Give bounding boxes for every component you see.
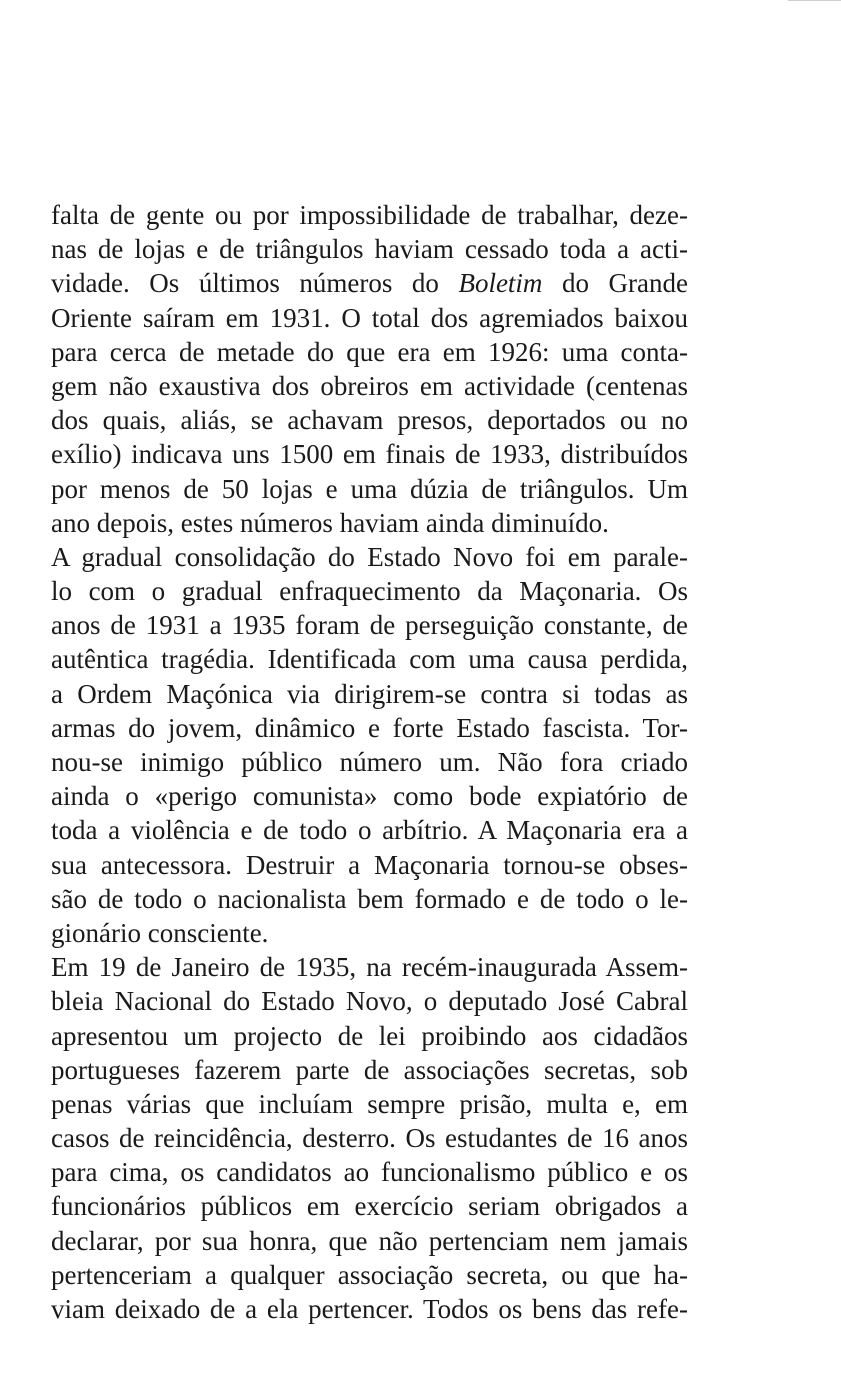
text-line (51, 266, 688, 300)
text-segment: nou-se inimigo público número um. Não fora criado (51, 747, 688, 777)
text-segment: do Grande (542, 268, 688, 299)
text-line (51, 1019, 688, 1053)
text-line (51, 779, 688, 813)
text-segment: funcionários públicos em exercício seriam obrigados a (51, 1191, 688, 1222)
text-segment: Em 19 de Janeiro de 1935, na recém-inaugurada Assem- (51, 952, 688, 983)
italic-title: Boletim (458, 268, 543, 299)
text-segment: gionário consciente. (51, 917, 269, 948)
text-segment: nas de lojas e de triângulos haviam cessado toda a acti- (51, 234, 688, 265)
body-text (51, 198, 688, 1326)
text-line (51, 1189, 688, 1223)
text-line (51, 506, 688, 540)
text-segment: casos de reincidência, desterro. Os estudantes de 16 anos (51, 1123, 688, 1154)
text-line (51, 1292, 688, 1326)
text-line (51, 711, 688, 745)
text-line (51, 984, 688, 1018)
text-segment: por menos de 50 lojas e uma dúzia de triângulos. Um (51, 473, 688, 504)
text-line (51, 437, 688, 471)
text-line (51, 642, 688, 676)
text-segment: declarar, por sua honra, que não pertenciam nem jamais (51, 1225, 688, 1256)
text-segment: para cerca de metade do que era em 1926: uma conta- (51, 336, 688, 367)
text-line (51, 882, 688, 916)
text-line (51, 301, 688, 335)
text-line (51, 403, 688, 437)
text-line (51, 677, 688, 711)
text-segment: lo com o gradual enfraquecimento da Maçonaria. Os (51, 576, 688, 607)
text-segment: ano depois, estes números haviam ainda diminuído. (51, 507, 609, 538)
text-segment: sua antecessora. Destruir a Maçonaria tornou-se obses- (51, 849, 688, 880)
text-line (51, 1053, 688, 1087)
text-segment: ainda o «perigo comunista» como bode expiatório de (51, 781, 688, 812)
text-segment: gem não exaustiva dos obreiros em actividade (centenas (51, 370, 688, 401)
text-segment: viam deixado de a ela pertencer. Todos os bens das refe- (51, 1294, 688, 1324)
text-segment: são de todo o nacionalista bem formado e de todo o le- (51, 883, 688, 914)
text-line (51, 1258, 688, 1292)
text-segment: falta de gente ou por impossibilidade de trabalhar, deze- (51, 200, 688, 230)
text-line (51, 608, 688, 642)
text-line (51, 1087, 688, 1121)
text-segment: armas do jovem, dinâmico e forte Estado fascista. Tor- (51, 712, 688, 743)
text-line (51, 813, 688, 847)
text-line (51, 848, 688, 882)
text-line (51, 916, 688, 950)
text-line (51, 232, 688, 266)
text-segment: dos quais, aliás, se achavam presos, deportados ou no (51, 405, 688, 436)
text-segment: A gradual consolidação do Estado Novo foi em parale- (51, 541, 688, 572)
text-segment: para cima, os candidatos ao funcionalismo público e os (51, 1157, 688, 1188)
text-segment: portugueses fazerem parte de associações secretas, sob (51, 1054, 688, 1085)
text-line (51, 745, 688, 779)
text-line (51, 574, 688, 608)
text-segment: vidade. Os últimos números do (51, 268, 459, 299)
text-line (51, 1224, 688, 1258)
text-segment: a Ordem Maçónica via dirigirem-se contra si todas as (51, 678, 688, 709)
text-line (51, 1155, 688, 1189)
scan-edge-line (788, 0, 841, 1)
text-line (51, 472, 688, 506)
text-segment: apresentou um projecto de lei proibindo aos cidadãos (51, 1020, 688, 1051)
text-line (51, 369, 688, 403)
text-segment: toda a violência e de todo o arbítrio. A Maçonaria era a (51, 815, 688, 846)
text-segment: bleia Nacional do Estado Novo, o deputado José Cabral (51, 986, 688, 1017)
text-segment: pertenceriam a qualquer associação secreta, ou que ha- (51, 1259, 688, 1290)
text-segment: autêntica tragédia. Identificada com uma causa perdida, (51, 644, 688, 675)
text-line (51, 1121, 688, 1155)
text-line (51, 335, 688, 369)
text-line (51, 540, 688, 574)
text-line (51, 198, 688, 232)
text-segment: penas várias que incluíam sempre prisão, multa e, em (51, 1088, 688, 1119)
text-line (51, 950, 688, 984)
text-segment: exílio) indicava uns 1500 em finais de 1933, distribuídos (51, 439, 688, 470)
text-segment: anos de 1931 a 1935 foram de perseguição constante, de (51, 610, 688, 641)
text-segment: Oriente saíram em 1931. O total dos agremiados baixou (51, 302, 688, 333)
